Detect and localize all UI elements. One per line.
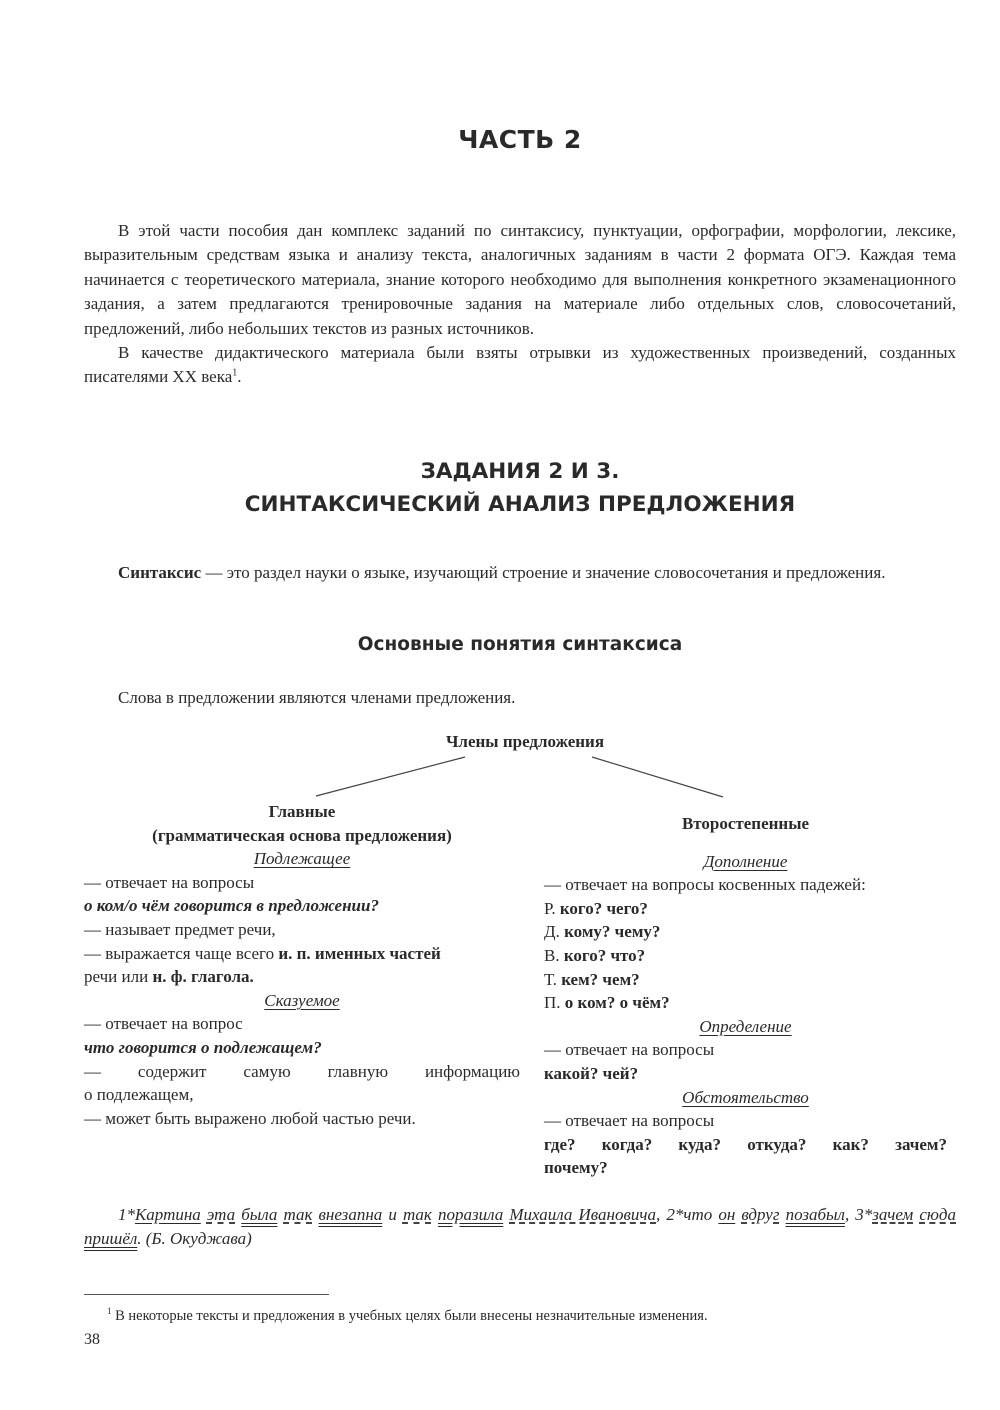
case-dative xyxy=(544,920,947,944)
predicate-line-1: — отвечает на вопрос xyxy=(84,1014,243,1034)
example-sep: . (Б. Окуджава) xyxy=(137,1229,252,1249)
example-word: он xyxy=(718,1205,736,1224)
example-word: позабыл xyxy=(785,1205,845,1224)
secondary-members-heading: Второстепенные xyxy=(681,814,810,833)
case-label: Т. xyxy=(544,969,562,989)
example-word: вдруг xyxy=(741,1205,780,1224)
adverbial-questions-end xyxy=(544,1156,947,1180)
example-subject: Картина xyxy=(135,1205,201,1224)
case-question: кого? что? xyxy=(563,945,646,965)
predicate-question: что говорится о подлежащем? xyxy=(84,1037,322,1057)
example-word: внезапна xyxy=(318,1205,383,1224)
attribute-line-1: — отвечает на вопросы xyxy=(544,1040,715,1060)
definition-term: Синтаксис xyxy=(118,563,202,582)
predicate-line-3: — содержит самую главную информацию xyxy=(84,1061,520,1081)
predicate-line-4: о подлежащем, xyxy=(84,1085,194,1105)
case-label: Р. xyxy=(544,898,560,918)
branch-line-secondary xyxy=(592,757,723,797)
predicate-term: Сказуемое xyxy=(264,990,340,1010)
example-word: сюда xyxy=(919,1205,957,1224)
example-sep: , 3* xyxy=(844,1205,873,1224)
intro-paragraph-2-text: В качестве дидактического материала были взяты отрывки из художественных произведений, созданных писателями XX века xyxy=(84,343,956,387)
example-word: так xyxy=(402,1205,432,1224)
object-term: Дополнение xyxy=(703,851,788,871)
case-question: кем? чем? xyxy=(561,969,640,989)
subject-line-5b: н. ф. глагола. xyxy=(152,967,254,987)
part-title: ЧАСТЬ 2 xyxy=(458,125,582,154)
case-question: кого? чего? xyxy=(559,898,648,918)
adverbial-line-1: — отвечает на вопросы xyxy=(544,1111,715,1131)
page-number: 38 xyxy=(84,1331,100,1348)
main-members-heading: Главные xyxy=(268,802,336,821)
secondary-members-column xyxy=(544,812,947,1180)
main-members-subheading: (грамматическая основа предложения) xyxy=(152,825,452,845)
example-word: так xyxy=(283,1205,313,1224)
footnote-number: 1 xyxy=(107,1306,112,1316)
attribute-term: Определение xyxy=(699,1016,792,1036)
schema-title: Члены предложения xyxy=(445,732,605,751)
example-word: эта xyxy=(206,1205,236,1224)
section-subtitle: Основные понятия синтаксиса xyxy=(357,634,683,655)
case-prepositional xyxy=(544,991,947,1015)
subject-line-5a: речи или xyxy=(84,967,153,987)
subject-line-4 xyxy=(84,942,520,966)
intro-paragraph-2-end: . xyxy=(237,367,242,387)
case-accusative xyxy=(544,944,947,968)
subject-line-4a: — выражается чаще всего xyxy=(84,943,279,963)
main-members-column xyxy=(84,800,520,1130)
example-sep: , 2*что xyxy=(656,1205,719,1224)
subject-line-1: — отвечает на вопросы xyxy=(84,872,255,892)
branch-line-main xyxy=(316,757,465,796)
example-word: Михаила Ивановича xyxy=(509,1205,656,1224)
attribute-question-text: какой? чей? xyxy=(544,1063,639,1083)
case-genitive xyxy=(544,897,947,921)
footnote-divider xyxy=(84,1294,329,1295)
example-sentence xyxy=(84,1203,956,1252)
example-part: 1* xyxy=(118,1205,135,1224)
example-word: пришёл xyxy=(84,1229,138,1249)
task-title-line-1: ЗАДАНИЯ 2 И 3. xyxy=(420,459,620,484)
subject-line-4b: и. п. именных частей xyxy=(278,943,441,963)
footnote-text: В некоторые тексты и предложения в учебных целях были внесены незначительные изменения. xyxy=(111,1307,708,1324)
example-word: зачем xyxy=(872,1205,914,1224)
object-line-1: — отвечает на вопросы косвенных падежей: xyxy=(544,875,866,895)
subject-line-3: — называет предмет речи, xyxy=(84,919,276,939)
predicate-line-5: — может быть выражено любой частью речи. xyxy=(84,1108,416,1128)
subject-question: о ком/о чём говорится в предложении? xyxy=(84,896,379,916)
intro-paragraph-1: В этой части пособия дан комплекс заданий по синтаксису, пунктуации, орфографии, морфологии, лексике, выразительным средствам языка и анализу текста, аналогичных заданиям в части 2 формата ОГЭ. Каждая тема начинается с теоретического материала, знание которого необходимо для выполнения конкретного экзаменационного задания, а затем предлагаются тренировочные задания на материале либо отдельных слов, словосочетаний, предложений, либо небольших текстов из разных источников. xyxy=(84,221,956,338)
subject-term: Подлежащее xyxy=(253,849,351,869)
example-word: была xyxy=(241,1205,278,1224)
example-word: поразила xyxy=(437,1205,504,1224)
footnote-mark[interactable]: 1 xyxy=(232,367,238,379)
case-label: В. xyxy=(544,945,564,965)
case-instrumental xyxy=(544,968,947,992)
case-label: П. xyxy=(544,993,565,1013)
adverbial-questions-end-text: почему? xyxy=(544,1158,608,1178)
task-title-line-2: СИНТАКСИЧЕСКИЙ АНАЛИЗ ПРЕДЛОЖЕНИЯ xyxy=(244,492,796,517)
adverbial-term: Обстоятельство xyxy=(682,1087,809,1107)
adverbial-questions: где? когда? куда? откуда? как? зачем? xyxy=(544,1134,947,1154)
attribute-question xyxy=(544,1062,947,1086)
footnote xyxy=(107,1306,937,1325)
example-sep: и xyxy=(382,1205,403,1224)
subject-line-5 xyxy=(84,965,520,989)
case-label: Д. xyxy=(544,922,565,942)
case-question: о ком? о чём? xyxy=(564,993,670,1013)
lead-sentence: Слова в предложении являются членами предложения. xyxy=(118,688,516,707)
case-question: кому? чему? xyxy=(564,922,661,942)
definition-text: — это раздел науки о языке, изучающий строение и значение словосочетания и предложения. xyxy=(201,563,886,582)
